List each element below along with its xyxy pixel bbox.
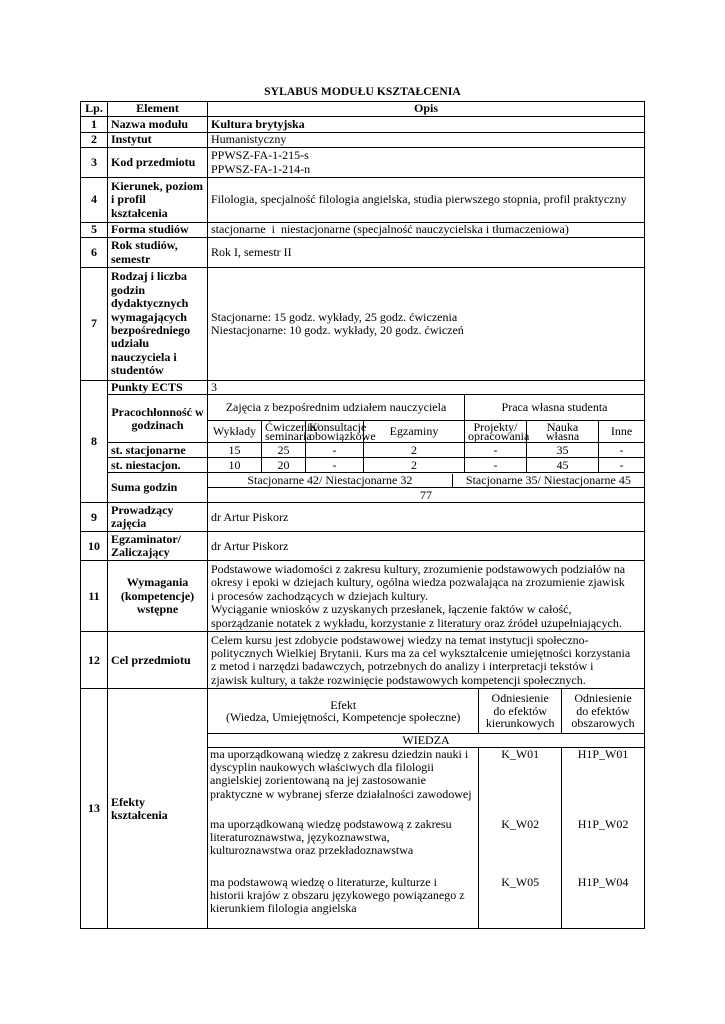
- row-number: 13: [81, 689, 108, 929]
- outcome-line: praktyczne w wybranej sferze działalności zawodowej: [210, 786, 472, 801]
- value-line: okresy i epoki w dziejach kultury, ogólna wiedza pozwalająca na zrozumienie zjawisk: [211, 575, 625, 590]
- outcomes-cell: [208, 689, 645, 929]
- header-line: Odniesienie: [491, 691, 549, 706]
- row-value: dr Artur Piskorz: [208, 503, 645, 532]
- hours-cell: -: [599, 458, 645, 473]
- value-line: Podstawowe wiadomości z zakresu kultury, zrozumienie podstawowych podziałów na: [211, 561, 626, 576]
- hours-cell: -: [465, 443, 527, 458]
- value-line: sporządzanie notatek z wykładu, korzystanie z literatury oraz źródeł uzupełniających.: [211, 615, 622, 630]
- header-lp: Lp.: [81, 102, 108, 117]
- row-number: 12: [81, 632, 108, 689]
- row-value: Kultura brytyjska: [208, 117, 645, 133]
- hours-cell: -: [465, 458, 527, 473]
- ects-label: Punkty ECTS: [108, 381, 208, 395]
- ects-group-row: [81, 395, 645, 421]
- row-number: 10: [81, 532, 108, 561]
- self-study-group: Praca własna studenta: [465, 395, 645, 421]
- value-line: Celem kursu jest zdobycie podstawowej wiedzy na temat instytucji społeczno-: [211, 632, 589, 647]
- table-row: [81, 148, 645, 178]
- row-number: 3: [81, 148, 108, 178]
- outcome-descriptions: [208, 747, 479, 928]
- header-line: kierunkowych: [485, 716, 555, 731]
- section-label: WIEDZA: [208, 733, 644, 747]
- header-line: do efektów: [493, 703, 548, 718]
- value-line: zjawisk kultury, a także rozwinięcie podstawowych kompetencji społecznych.: [211, 672, 586, 687]
- value-line: PPWSZ-FA-1-214-n: [211, 161, 311, 176]
- row-number: 4: [81, 178, 108, 223]
- ects-row: [81, 381, 645, 395]
- row-value: [208, 148, 645, 178]
- hours-cell: 10: [208, 458, 262, 473]
- row-element: Forma studiów: [108, 223, 208, 238]
- ects-row-label: st. stacjonarne: [108, 443, 208, 458]
- contact-hours-group: Zajęcia z bezpośrednim udziałem nauczyciela: [208, 395, 465, 421]
- sum-self: Stacjonarne 35/ Niestacjonarne 45: [452, 474, 644, 488]
- value-line: Niestacjonarne: 10 godz. wykłady, 20 godz. ćwiczeń: [211, 323, 464, 337]
- row-element: Prowadzący zajęcia: [108, 503, 208, 532]
- header-line: Odniesienie: [574, 691, 632, 706]
- ects-row-label: st. niestacjon.: [108, 458, 208, 473]
- outcome-line: dyscyplin naukowych właściwych dla filologii: [210, 760, 434, 775]
- table-row: [81, 133, 645, 148]
- row-element: Wymagania (kompetencje) wstępne: [108, 561, 208, 632]
- hours-cell: -: [599, 443, 645, 458]
- hours-cell: -: [306, 443, 364, 458]
- outcome-line: angielskiej zorientowaną na jej zastosowanie: [210, 773, 426, 788]
- column-header: Inne: [599, 421, 645, 443]
- row-element: Efekty kształcenia: [108, 689, 208, 929]
- row-element: Instytut: [108, 133, 208, 148]
- outcome-line: kierunkiem filologia angielska: [210, 901, 357, 916]
- ects-sum-row: [81, 473, 645, 503]
- outcome-line: ma uporządkowaną wiedzę podstawową z zakresu: [210, 816, 452, 831]
- outcome-line: kulturoznawstwa oraz przekładoznawstwa: [210, 843, 414, 858]
- value-line: z metod i narzędzi badawczych, potrzebnych do analizy i interpretacji tekstów i: [211, 659, 594, 674]
- table-row: [81, 238, 645, 268]
- table-row: [81, 632, 645, 689]
- hours-cell: 35: [527, 443, 599, 458]
- sum-contact: Stacjonarne 42/ Niestacjonarne 32: [208, 474, 452, 488]
- value-line: Wyciąganie wniosków z uzyskanych przesłanek, łączenie faktów w całość,: [211, 602, 572, 617]
- workload-label: Pracochłonność w godzinach: [108, 395, 208, 443]
- row-value: [208, 561, 645, 632]
- column-header: Projekty/ opracowania: [465, 421, 527, 443]
- obsz-code: H1P_W04: [577, 874, 629, 889]
- kier-code: K_W01: [501, 746, 540, 761]
- row-number: 6: [81, 238, 108, 268]
- ects-value: 3: [208, 381, 645, 395]
- row-number: 9: [81, 503, 108, 532]
- obsz-col-header: [561, 689, 644, 733]
- outcome-line: literaturoznawstwa, językoznawstwa,: [210, 830, 390, 845]
- value-line: politycznych Wielkiej Brytanii. Kurs ma za cel wykształcenie umiejętności korzystania: [211, 646, 631, 660]
- table-row: [81, 117, 645, 133]
- header-line: Efekt: [330, 697, 357, 712]
- table-row: [81, 268, 645, 381]
- header-line: obszarowych: [571, 716, 635, 731]
- table-row: [81, 178, 645, 223]
- outcomes-body: [208, 747, 644, 928]
- row-number: 11: [81, 561, 108, 632]
- obsz-code: H1P_W02: [577, 816, 629, 831]
- kier-codes: [479, 747, 562, 928]
- hours-cell: 45: [527, 458, 599, 473]
- outcome-line: ma uporządkowaną wiedzę z zakresu dziedzin nauki i: [210, 746, 469, 761]
- row-value: dr Artur Piskorz: [208, 532, 645, 561]
- row-number: 1: [81, 117, 108, 133]
- row-number: 2: [81, 133, 108, 148]
- row-value: [208, 268, 645, 381]
- hours-cell: 2: [364, 458, 465, 473]
- outcome-line: ma podstawową wiedzę o literaturze, kulturze i: [210, 874, 437, 889]
- page-title: SYLABUS MODUŁU KSZTAŁCENIA: [264, 86, 461, 98]
- row-number: 5: [81, 223, 108, 238]
- hours-cell: 2: [364, 443, 465, 458]
- kier-code: K_W02: [501, 816, 540, 831]
- kier-code: K_W05: [501, 874, 540, 889]
- table-row: [81, 503, 645, 532]
- table-row: [81, 561, 645, 632]
- hours-cell: 25: [262, 443, 306, 458]
- outcomes-table: [208, 689, 644, 928]
- value-line: PPWSZ-FA-1-215-s: [211, 148, 309, 163]
- header-element: Element: [108, 102, 208, 117]
- column-header: Ćwiczenia/ seminaria: [262, 421, 306, 443]
- outcome-item: [208, 748, 478, 818]
- column-header: Egzaminy: [364, 421, 465, 443]
- kier-col-header: [479, 689, 562, 733]
- ects-data-row: [81, 443, 645, 458]
- obsz-codes: [561, 747, 644, 928]
- syllabus-table: [80, 101, 645, 929]
- row-element: Cel przedmiotu: [108, 632, 208, 689]
- obsz-code: H1P_W01: [577, 746, 629, 761]
- row-value: stacjonarne i niestacjonarne (specjalność nauczycielska i tłumaczeniowa): [208, 223, 645, 238]
- outcomes-header: [208, 689, 644, 733]
- header-line: (Wiedza, Umiejętności, Kompetencje społeczne): [225, 710, 461, 725]
- row-element: Rok studiów, semestr: [108, 238, 208, 268]
- outcome-item: [208, 818, 478, 876]
- row-number: 7: [81, 268, 108, 381]
- header-line: do efektów: [576, 703, 630, 718]
- row-element: Rodzaj i liczba godzin dydaktycznych wymagających bezpośredniego udziału nauczyciela i studentów: [108, 268, 208, 381]
- row-value: Filologia, specjalność filologia angielska, studia pierwszego stopnia, profil praktyczny: [208, 178, 645, 223]
- table-row: [81, 532, 645, 561]
- column-header: Wykłady: [208, 421, 262, 443]
- value-line: Stacjonarne: 15 godz. wykłady, 25 godz. ćwiczenia: [211, 309, 458, 324]
- header-opis: Opis: [208, 102, 645, 117]
- section-row: [208, 733, 644, 747]
- row-value: Rok I, semestr II: [208, 238, 645, 268]
- row-number: 8: [81, 381, 108, 503]
- value-line: i procesów zachodzących w dziejach kultury.: [211, 588, 429, 603]
- row-element: Nazwa modułu: [108, 117, 208, 133]
- column-header: Konsultacje obowiązkowe: [306, 421, 364, 443]
- ects-data-row: [81, 458, 645, 473]
- outcome-line: historii krajów z obszaru językowego powiązanego z: [210, 888, 465, 903]
- row-element: Kod przedmiotu: [108, 148, 208, 178]
- sum-cell: [208, 473, 645, 503]
- hours-cell: -: [306, 458, 364, 473]
- table-row: [81, 223, 645, 238]
- header-row: [81, 102, 645, 117]
- row-element: Egzaminator/ Zaliczający: [108, 532, 208, 561]
- sum-total: 77: [420, 487, 433, 502]
- column-header: Nauka własna: [527, 421, 599, 443]
- outcomes-row: [81, 689, 645, 929]
- hours-cell: 20: [262, 458, 306, 473]
- outcome-item: [208, 876, 478, 916]
- row-value: Humanistyczny: [208, 133, 645, 148]
- hours-cell: 15: [208, 443, 262, 458]
- row-value: [208, 632, 645, 689]
- sum-table: [208, 474, 644, 502]
- sum-label: Suma godzin: [108, 473, 208, 503]
- row-element: Kierunek, poziom i profil kształcenia: [108, 178, 208, 223]
- outcome-col-header: [208, 689, 479, 733]
